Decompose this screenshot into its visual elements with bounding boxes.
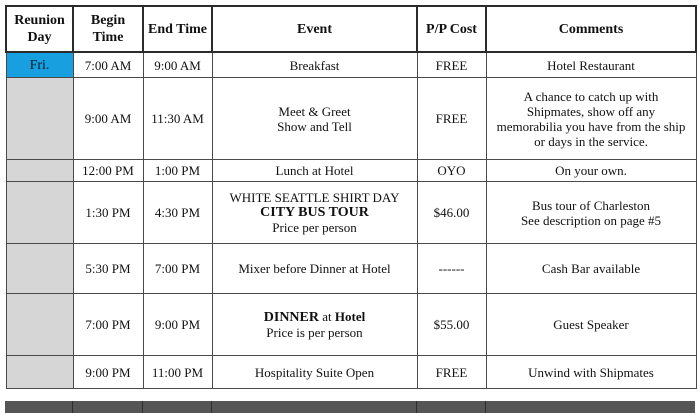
cost-cell: FREE xyxy=(417,52,486,78)
begin-time-cell: 1:30 PM xyxy=(73,182,143,244)
day-cell xyxy=(6,78,73,160)
begin-time-cell: 9:00 PM xyxy=(73,356,143,389)
begin-time-cell: 7:00 AM xyxy=(73,52,143,78)
comment-line: Shipmates, show off any xyxy=(526,103,656,119)
comment-line: or days in the service. xyxy=(534,133,648,149)
header-event: Event xyxy=(212,6,417,52)
header-cost: P/P Cost xyxy=(417,6,486,52)
table-row xyxy=(6,52,696,78)
begin-time-cell: 9:00 AM xyxy=(73,78,143,160)
event-connector: at xyxy=(322,309,332,324)
event-title-line xyxy=(217,309,413,325)
header-comments: Comments xyxy=(486,6,696,52)
table-row xyxy=(6,356,696,389)
comments-cell xyxy=(486,294,696,356)
table-row xyxy=(6,160,696,182)
event-line: Mixer before Dinner at Hotel xyxy=(238,261,391,276)
event-line: Show and Tell xyxy=(277,118,352,134)
event-line: WHITE SEATTLE SHIRT DAY xyxy=(229,190,400,205)
header-row xyxy=(6,6,696,52)
end-time-cell: 1:00 PM xyxy=(143,160,212,182)
band-divider xyxy=(72,401,73,413)
end-time-cell: 11:30 AM xyxy=(143,78,212,160)
end-time-cell: 4:30 PM xyxy=(143,182,212,244)
table-row xyxy=(6,244,696,294)
end-time-cell: 7:00 PM xyxy=(143,244,212,294)
event-venue: Hotel xyxy=(334,309,366,324)
header-reunion-day: Reunion Day xyxy=(6,6,73,52)
event-cell xyxy=(212,160,417,182)
event-title: DINNER xyxy=(263,310,319,325)
comment-line: Guest Speaker xyxy=(553,317,629,332)
begin-time-cell: 7:00 PM xyxy=(73,294,143,356)
event-cell xyxy=(212,182,417,244)
comment-line: A chance to catch up with xyxy=(523,88,659,104)
table-row xyxy=(6,78,696,160)
event-cell xyxy=(212,52,417,78)
cost-cell: $55.00 xyxy=(417,294,486,356)
end-time-cell: 9:00 AM xyxy=(143,52,212,78)
event-cell xyxy=(212,356,417,389)
comment-line: Unwind with Shipmates xyxy=(528,364,654,380)
table-row xyxy=(6,294,696,356)
comment-line: Cash Bar available xyxy=(541,261,641,276)
band-divider xyxy=(485,401,486,413)
comments-cell xyxy=(486,160,696,182)
comments-cell xyxy=(486,52,696,78)
event-line: Hospitality Suite Open xyxy=(254,364,375,380)
day-cell xyxy=(6,182,73,244)
comment-line: Hotel Restaurant xyxy=(547,57,635,73)
day-cell xyxy=(6,160,73,182)
event-line: Lunch at Hotel xyxy=(275,163,354,178)
comments-cell xyxy=(486,244,696,294)
event-line: Price is per person xyxy=(266,325,363,340)
band-divider xyxy=(142,401,143,413)
band-divider xyxy=(211,401,212,413)
end-time-cell: 11:00 PM xyxy=(143,356,212,389)
table-header xyxy=(6,6,696,52)
comments-cell xyxy=(486,356,696,389)
comments-cell xyxy=(486,78,696,160)
band-divider xyxy=(416,401,417,413)
comments-cell xyxy=(486,182,696,244)
comment-line: Bus tour of Charleston xyxy=(531,197,651,213)
day-cell xyxy=(6,294,73,356)
comment-line: See description on page #5 xyxy=(520,212,662,228)
comment-line: On your own. xyxy=(555,163,627,178)
header-begin-time: Begin Time xyxy=(73,6,143,52)
event-cell xyxy=(212,78,417,160)
begin-time-cell: 12:00 PM xyxy=(73,160,143,182)
reunion-schedule-table xyxy=(5,5,697,389)
header-end-time: End Time xyxy=(143,6,212,52)
event-title: CITY BUS TOUR xyxy=(260,205,369,220)
begin-time-cell: 5:30 PM xyxy=(73,244,143,294)
day-cell-friday: Fri. xyxy=(6,52,73,78)
comment-line: memorabilia you have from the ship xyxy=(496,118,686,134)
event-cell xyxy=(212,294,417,356)
next-row-header-band xyxy=(5,401,695,413)
cost-cell: FREE xyxy=(417,78,486,160)
day-cell xyxy=(6,244,73,294)
cost-cell: FREE xyxy=(417,356,486,389)
event-line: Breakfast xyxy=(289,57,340,73)
cost-cell: $46.00 xyxy=(417,182,486,244)
end-time-cell: 9:00 PM xyxy=(143,294,212,356)
event-line: Meet & Greet xyxy=(278,103,351,119)
day-cell xyxy=(6,356,73,389)
table-row xyxy=(6,182,696,244)
event-cell xyxy=(212,244,417,294)
event-line: Price per person xyxy=(272,220,357,235)
cost-cell: OYO xyxy=(417,160,486,182)
cost-cell: ------ xyxy=(417,244,486,294)
